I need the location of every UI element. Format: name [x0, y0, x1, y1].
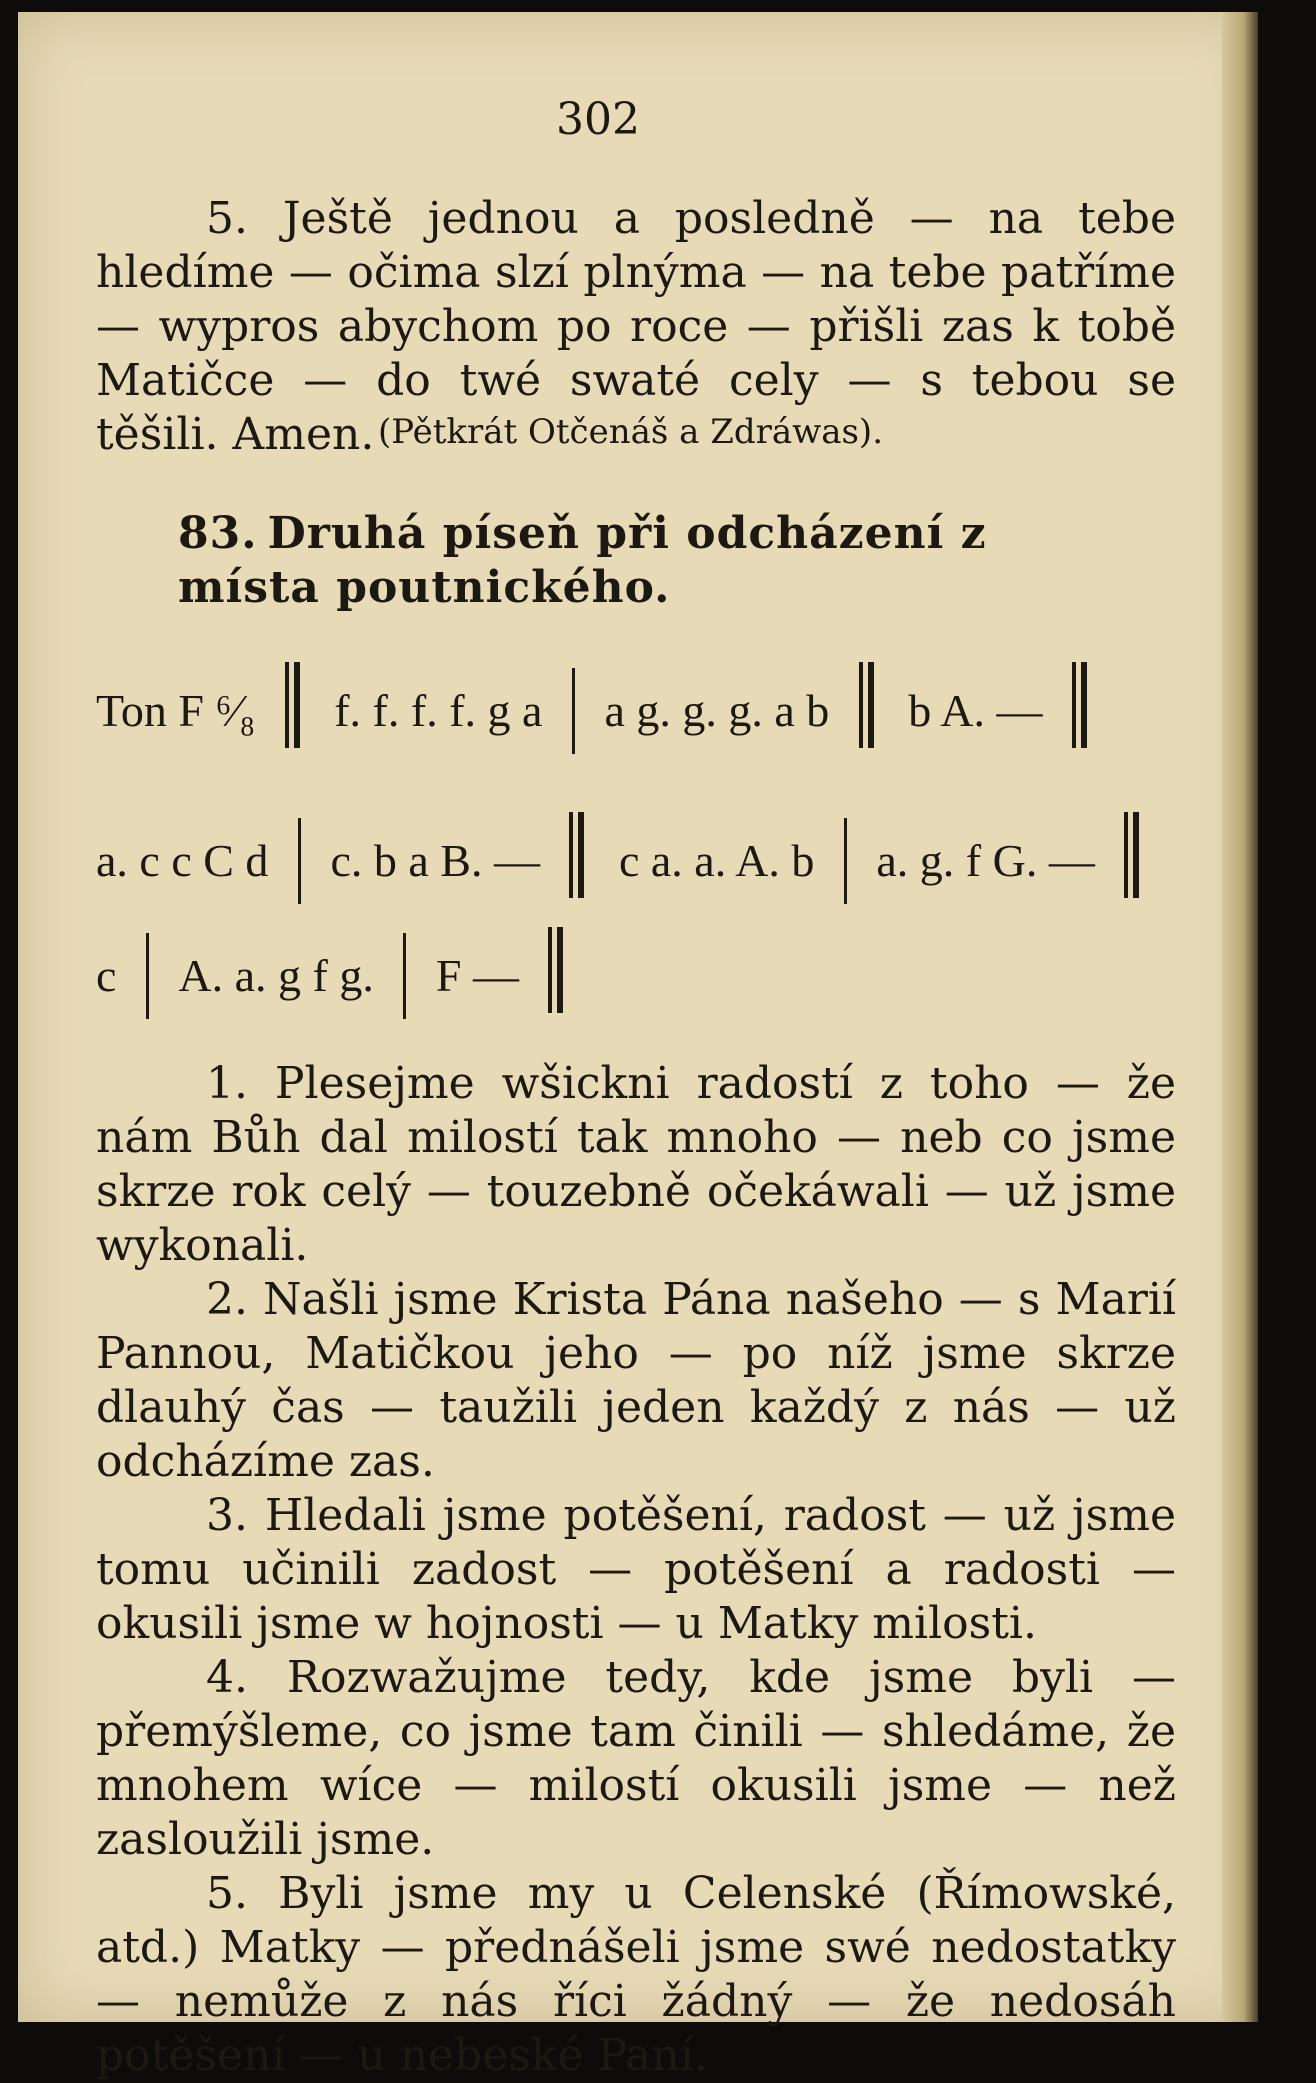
notes-measure: b A. — [908, 685, 1043, 736]
page-number: 302 [556, 94, 640, 145]
verse-1: 1. Plesejme wšickni radostí z toho — že nám Bůh dal milostí tak mnoho — neb co jsme skrze rok celý — touzebně očekáwali — už jsme wykonali. [96, 1058, 1176, 1271]
double-barline [569, 812, 589, 909]
song-heading [178, 507, 1098, 615]
double-barline [1124, 812, 1144, 909]
verse-2: 2. Našli jsme Krista Pána našeho — s Marií Pannou, Matičkou jeho — po níž jsme skrze dlauhý čas — taužili jeden každý z nás — už odcházíme zas. [96, 1274, 1176, 1487]
music-line-3 [96, 927, 586, 1024]
notes-measure: a. g. f G. — [876, 835, 1095, 886]
double-barline [285, 662, 305, 759]
song-number: 83. [178, 508, 258, 559]
music-line-1 [96, 662, 1110, 759]
barline [298, 818, 301, 904]
barline [844, 818, 847, 904]
barline [572, 668, 575, 754]
verse-4: 4. Rozwažujme tedy, kde jsme byli — přemýšleme, co jsme tam činili — shledáme, že mnohem wíce — milostí okusili jsme — než zasloužili jsme. [96, 1652, 1176, 1865]
double-barline [548, 927, 568, 1024]
notes-measure: c a. a. A. b [618, 835, 815, 886]
music-line-2 [96, 812, 1162, 909]
notes-measure: c. b a B. — [330, 835, 540, 886]
notes-measure: c [96, 950, 117, 1001]
book-page [18, 12, 1258, 2081]
notes-measure: A. a. g f g. [178, 950, 374, 1001]
double-barline [1072, 662, 1092, 759]
page-gutter [1222, 12, 1258, 2022]
barline [403, 933, 406, 1019]
notes-measure: f. f. f. f. g a [334, 685, 543, 736]
tone-key: Ton F ⁶⁄₈ [96, 685, 256, 736]
notes-measure: a g. g. g. a b [604, 685, 830, 736]
song-title: Druhá píseň při odcházení z místa poutnického. [178, 508, 987, 613]
verse-5: 5. Byli jsme my u Celenské (Římowské, atd.) Matky — přednášeli jsme swé nedostatky — nemůže z nás říci žádný — že nedosáh potěšení — u nebeské Paní. [96, 1868, 1176, 2081]
notes-measure: F — [435, 950, 519, 1001]
song-verses [96, 1057, 1176, 2083]
barline [146, 933, 149, 1019]
prayer-note: (Pětkrát Otčenáš a Zdráwas). [378, 412, 884, 452]
verse-3: 3. Hledali jsme potěšení, radost — už jsme tomu učinili zadost — potěšení a radosti — okusili jsme w hojnosti — u Matky milosti. [96, 1490, 1176, 1649]
double-barline [859, 662, 879, 759]
verse-text: 5. Ještě jednou a posledně — na tebe hledíme — očima slzí plnýma — na tebe patříme — wypros abychom po roce — přišli zas k tobě Matičce — do twé swaté cely — s tebou se těšili. Amen. [96, 193, 1176, 460]
notes-measure: a. c c C d [96, 835, 269, 886]
